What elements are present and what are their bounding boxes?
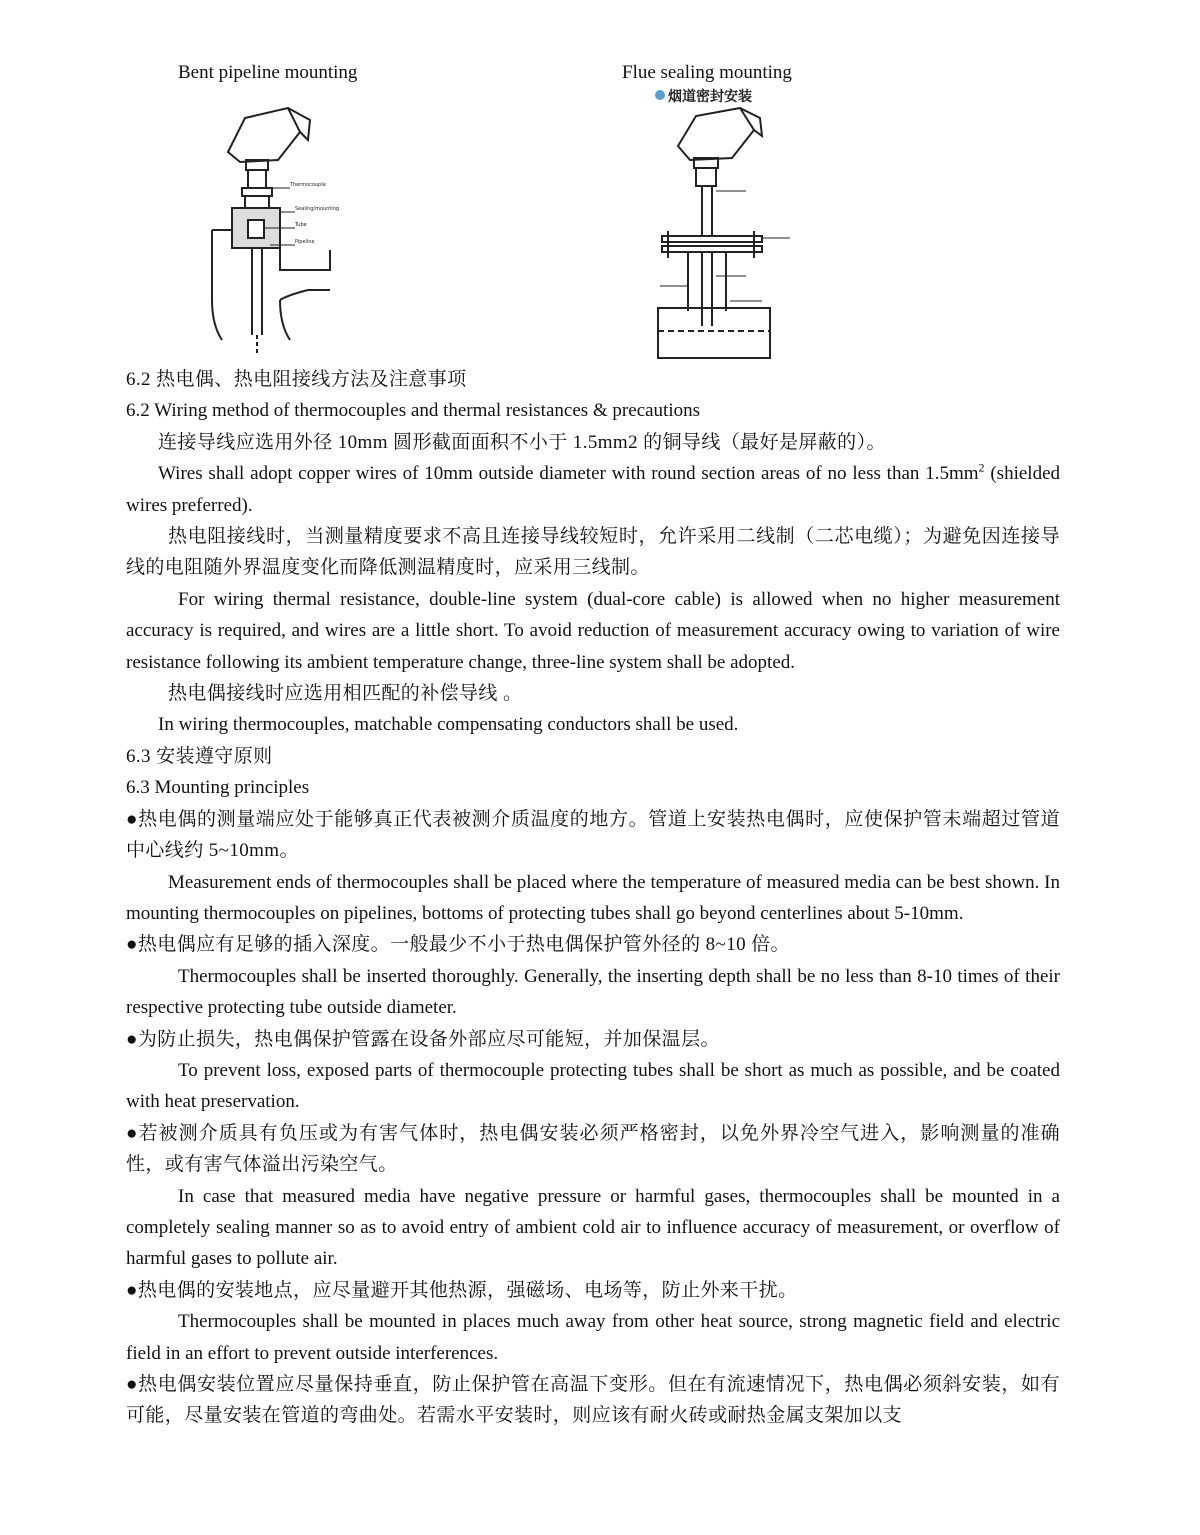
- bullet-3-en: To prevent loss, exposed parts of thermocouple protecting tubes shall be short as much as possible, and be coated with heat preservation.: [126, 1059, 1060, 1113]
- paragraph-wires-en-tail: (shielded wires preferred).: [126, 463, 1060, 516]
- label-pipeline: Pipeline: [295, 239, 315, 245]
- label-tube: Tube: [295, 222, 307, 228]
- paragraph-wires-en: [126, 458, 1060, 521]
- paragraph-thermocouple-wiring-en: In wiring thermocouples, matchable compensating conductors shall be used.: [158, 714, 739, 736]
- figure-caption-bent-pipeline: Bent pipeline mounting: [178, 62, 358, 83]
- paragraph-thermocouple-wiring-cn: 热电偶接线时应选用相匹配的补偿导线 。: [168, 683, 523, 705]
- bent-pipeline-mounting-diagram: [200, 100, 380, 360]
- flue-sealing-mounting-diagram: [650, 86, 820, 364]
- bullet-6-cn: ●热电偶安装位置应尽量保持垂直，防止保护管在高温下变形。但在有流速情况下，热电偶必须斜安装，如有可能，尽量安装在管道的弯曲处。若需水平安装时，则应该有耐火砖或耐热金属支架加以支: [126, 1374, 1060, 1427]
- paragraph-thermal-resistance-cn: 热电阻接线时，当测量精度要求不高且连接导线较短时，允许采用二线制（二芯电缆）；为避免因连接导线的电阻随外界温度变化而降低测温精度时，应采用三线制。: [126, 526, 1060, 579]
- section-heading-6-2-cn: 6.2 热电偶、热电阻接线方法及注意事项: [126, 369, 467, 390]
- section-heading-6-3-en: 6.3 Mounting principles: [126, 777, 310, 799]
- paragraph-wires-cn: 连接导线应选用外径 10mm 圆形截面面积不小于 1.5mm2 的铜导线（最好是屏蔽的）。: [158, 431, 886, 453]
- section-heading-6-3-cn: 6.3 安装遵守原则: [126, 745, 273, 767]
- bullet-5-en: Thermocouples shall be mounted in places much away from other heat source, strong magnetic field and electric field in an effort to prevent outside interferences.: [126, 1311, 1060, 1364]
- superscript-two: 2: [978, 460, 985, 475]
- bullet-3-cn: ●为防止损失，热电偶保护管露在设备外部应尽可能短，并加保温层。: [126, 1028, 720, 1050]
- blue-dot-icon: [655, 90, 665, 100]
- bullet-1-en: Measurement ends of thermocouples shall be placed where the temperature of measured media can be best shown. In mounting thermocouples on pipelines, bottoms of protecting tubes shall go beyond centerlines about 5-10mm.: [126, 871, 1060, 924]
- body-text: [126, 364, 1060, 1432]
- bullet-2-en: Thermocouples shall be inserted thoroughly. Generally, the inserting depth shall be no less than 8-10 times of their respective protecting tube outside diameter.: [126, 965, 1060, 1019]
- section-heading-6-2-en: 6.2 Wiring method of thermocouples and thermal resistances & precautions: [126, 400, 701, 422]
- figure-chinese-title: 烟道密封安装: [668, 89, 752, 105]
- bullet-1-cn: ●热电偶的测量端应处于能够真正代表被测介质温度的地方。管道上安装热电偶时，应使保护管未端超过管道中心线约 5~10mm。: [126, 808, 1060, 862]
- bullet-2-cn: ●热电偶应有足够的插入深度。一般最少不小于热电偶保护管外径的 8~10 倍。: [126, 934, 790, 956]
- paragraph-thermal-resistance-en: For wiring thermal resistance, double-line system (dual-core cable) is allowed when no higher measurement accuracy is required, and wires are a little short. To avoid reduction of measurement accuracy owing to variation of wire resistance following its ambient temperature change, three-line system shall be adopted.: [126, 588, 1060, 673]
- label-thermocouple: Thermocouple: [290, 182, 326, 188]
- bullet-4-en: In case that measured media have negative pressure or harmful gases, thermocouples shall be mounted in a completely sealing manner so as to avoid entry of ambient cold air to influence accuracy of measurement, or overflow of harmful gases to pollute air.: [126, 1185, 1060, 1270]
- label-sealing: Sealing/mounting: [295, 206, 340, 212]
- figure-caption-flue-sealing: Flue sealing mounting: [622, 62, 792, 83]
- bullet-4-cn: ●若被测介质具有负压或为有害气体时，热电偶安装必须严格密封，以免外界冷空气进入，影响测量的准确性，或有害气体溢出污染空气。: [126, 1122, 1060, 1176]
- bullet-5-cn: ●热电偶的安装地点，应尽量避开其他热源，强磁场、电场等，防止外来干扰。: [126, 1279, 798, 1301]
- paragraph-wires-en-text: Wires shall adopt copper wires of 10mm outside diameter with round section areas of no less than 1.5mm: [158, 463, 979, 485]
